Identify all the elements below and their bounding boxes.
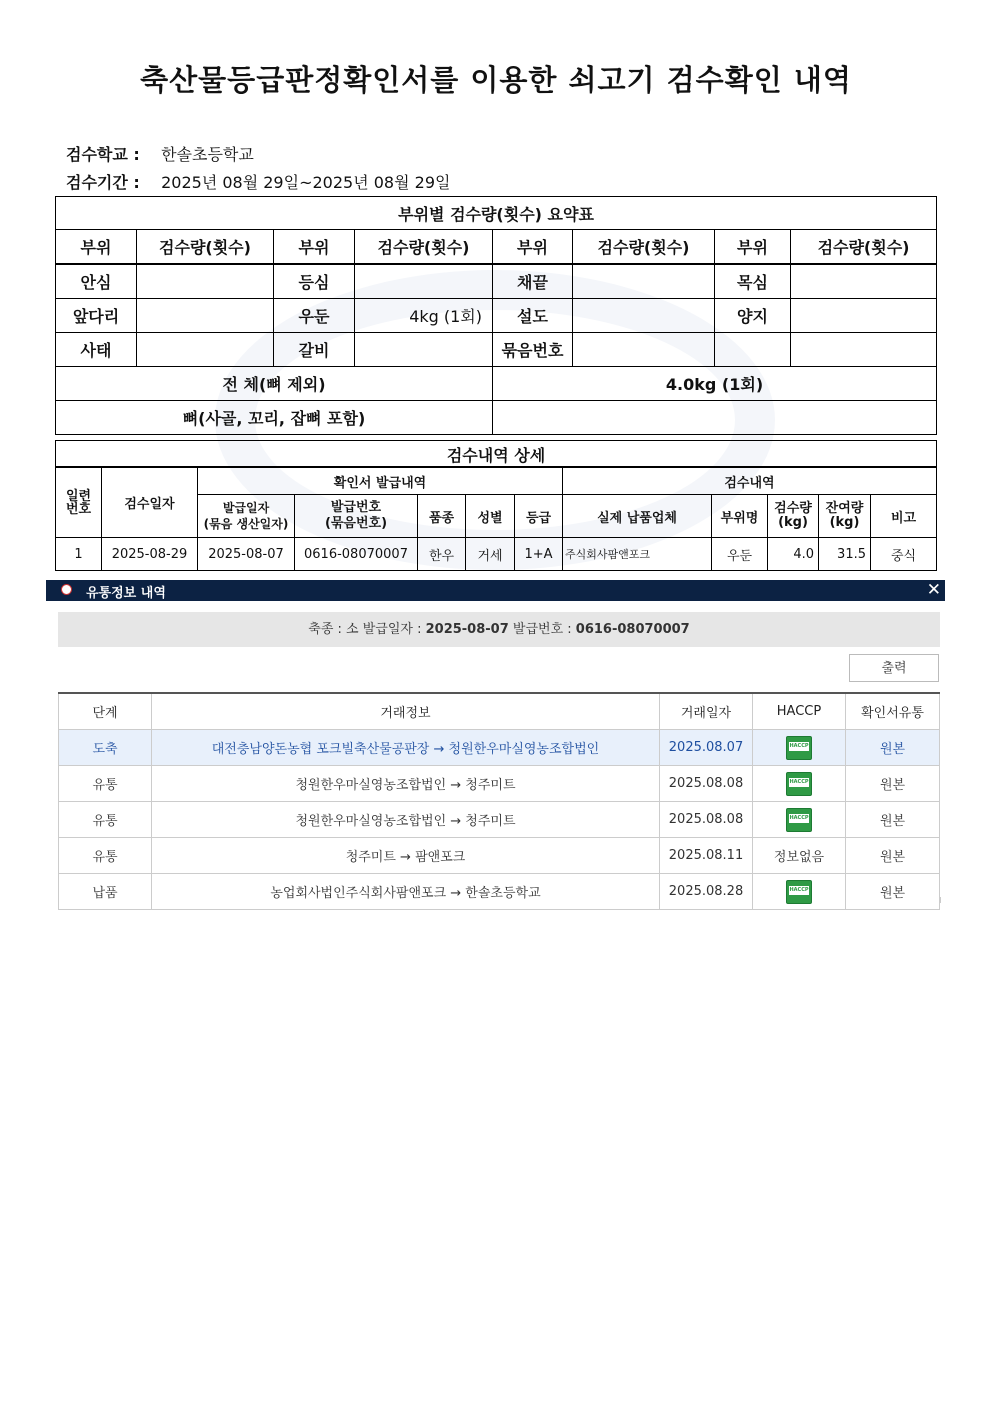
h-issue-no: 발급번호 (묶음번호) [295,495,418,538]
part-name: 설도 [493,299,573,333]
col-amount: 검수량(횟수) [137,230,274,265]
table-row[interactable] [59,730,940,766]
part-name: 묶음번호 [493,333,573,367]
popup-summary [58,612,940,647]
row-seq: 1 [56,538,102,571]
popup-title: 유통정보 내역 [86,586,166,601]
cert-cell: 원본 [846,730,940,766]
school-label: 검수학교 : [66,145,140,164]
row-date: 2025-08-29 [102,538,198,571]
haccp-cell [753,802,846,838]
cert-cell: 원본 [846,802,940,838]
trade-date-cell: 2025.08.07 [660,730,753,766]
part-amount [791,264,937,299]
part-name: 양지 [715,299,791,333]
bone-value [493,401,937,435]
row-part: 우둔 [712,538,768,571]
h-stage: 단계 [59,693,152,730]
row-grade: 1+A [515,538,563,571]
summary-row [56,264,937,299]
h-issue-date: 발급일자 (묶음 생산일자) [198,495,295,538]
col-part: 부위 [493,230,573,265]
print-button[interactable]: 출력 [849,654,939,682]
total-value: 4.0kg (1회) [493,367,937,401]
page-title: 축산물등급판정확인서를 이용한 쇠고기 검수확인 내역 [140,63,852,97]
stage-cell: 유통 [59,838,152,874]
table-bottom-edge [58,897,941,903]
col-part: 부위 [715,230,791,265]
haccp-icon [786,808,812,832]
h-cert-flow: 확인서유통 [846,693,940,730]
trade-info-cell: 청원한우마실영농조합법인 → 청주미트 [152,766,660,802]
trade-info-cell: 대전충남양돈농협 포크빌축산물공판장 → 청원한우마실영농조합법인 [152,730,660,766]
detail-row [56,538,937,571]
h-trade-date: 거래일자 [660,693,753,730]
part-amount [137,299,274,333]
part-name: 안심 [56,264,137,299]
trade-date-cell: 2025.08.11 [660,838,753,874]
part-amount [573,264,715,299]
part-amount [355,264,493,299]
h-seq: 일련 번호 [56,468,102,538]
row-issue-no: 0616-08070007 [295,538,418,571]
trade-date-cell: 2025.08.08 [660,766,753,802]
detail-table-body [55,440,937,571]
stage-cell: 유통 [59,766,152,802]
popup-titlebar [46,580,945,601]
popup-logo-icon [61,584,72,595]
part-amount [355,333,493,367]
row-remain: 31.5 [819,538,871,571]
col-part: 부위 [274,230,355,265]
cert-cell: 원본 [846,838,940,874]
trade-info-cell: 농업회사법인주식회사팜앤포크 → 한솔초등학교 [152,874,660,910]
issue-no-value: 0616-08070007 [575,622,690,637]
table-row[interactable] [59,766,940,802]
h-kind: 품종 [418,495,466,538]
part-name: 갈비 [274,333,355,367]
row-issue-date: 2025-08-07 [198,538,295,571]
species-label: 축종 : [308,622,347,637]
table-row[interactable] [59,802,940,838]
detail-title: 검수내역 상세 [56,441,937,468]
cert-cell: 원본 [846,874,940,910]
period-info [66,170,450,193]
part-amount [137,333,274,367]
total-label: 전 체(뼈 제외) [56,367,493,401]
period-label: 검수기간 : [66,173,140,192]
trade-date-cell: 2025.08.28 [660,874,753,910]
trade-info-cell: 청주미트 → 팜앤포크 [152,838,660,874]
haccp-icon [786,736,812,760]
issue-date-value: 2025-08-07 [425,622,509,637]
summary-title: 부위별 검수량(횟수) 요약표 [56,197,937,230]
school-info [66,142,254,165]
issue-no-label: 발급번호 : [508,622,576,637]
col-amount: 검수량(횟수) [573,230,715,265]
part-amount [137,264,274,299]
haccp-mark: HACCP [789,814,809,821]
summary-row [56,299,937,333]
part-name: 등심 [274,264,355,299]
part-name: 사태 [56,333,137,367]
h-grade: 등급 [515,495,563,538]
haccp-mark: HACCP [789,886,809,893]
table-row[interactable] [59,838,940,874]
col-part: 부위 [56,230,137,265]
part-amount [573,333,715,367]
row-qty: 4.0 [768,538,819,571]
species-value: 소 [346,622,359,637]
stage-cell: 유통 [59,802,152,838]
haccp-mark: HACCP [789,742,809,749]
part-amount [791,299,937,333]
h-vendor: 실제 납품업체 [563,495,712,538]
part-amount [791,333,937,367]
haccp-cell [753,730,846,766]
h-haccp: HACCP [753,693,846,730]
summary-table [55,196,937,435]
part-name: 목심 [715,264,791,299]
part-name: 우둔 [274,299,355,333]
h-trade-info: 거래정보 [152,693,660,730]
part-name [715,333,791,367]
close-icon[interactable]: ✕ [926,580,941,600]
issue-date-label: 발급일자 : [358,622,426,637]
summary-row [56,333,937,367]
h-insp: 검수내역 [563,468,937,495]
trade-date-cell: 2025.08.08 [660,802,753,838]
haccp-cell: 정보없음 [753,838,846,874]
h-date: 검수일자 [102,468,198,538]
h-qty: 검수량 (kg) [768,495,819,538]
bone-label: 뼈(사골, 꼬리, 잡뼈 포함) [56,401,493,435]
part-name: 앞다리 [56,299,137,333]
haccp-mark: HACCP [789,778,809,785]
row-sex: 거세 [466,538,515,571]
h-part: 부위명 [712,495,768,538]
period-value: 2025년 08월 29일~2025년 08월 29일 [161,173,451,192]
row-vendor: 주식회사팜앤포크 [563,538,712,571]
haccp-cell [753,874,846,910]
h-sex: 성별 [466,495,515,538]
row-note: 중식 [871,538,937,571]
h-remain: 잔여량 (kg) [819,495,871,538]
h-note: 비고 [871,495,937,538]
school-value: 한솔초등학교 [161,145,254,164]
part-name: 채끝 [493,264,573,299]
table-row[interactable] [59,874,940,910]
row-kind: 한우 [418,538,466,571]
h-cert: 확인서 발급내역 [198,468,563,495]
part-amount: 4kg (1회) [355,299,493,333]
col-amount: 검수량(횟수) [355,230,493,265]
haccp-icon [786,772,812,796]
cert-cell: 원본 [846,766,940,802]
haccp-cell [753,766,846,802]
part-amount [573,299,715,333]
stage-cell: 납품 [59,874,152,910]
stage-cell: 도축 [59,730,152,766]
flow-table [58,692,940,910]
trade-info-cell: 청원한우마실영농조합법인 → 청주미트 [152,802,660,838]
col-amount: 검수량(횟수) [791,230,937,265]
